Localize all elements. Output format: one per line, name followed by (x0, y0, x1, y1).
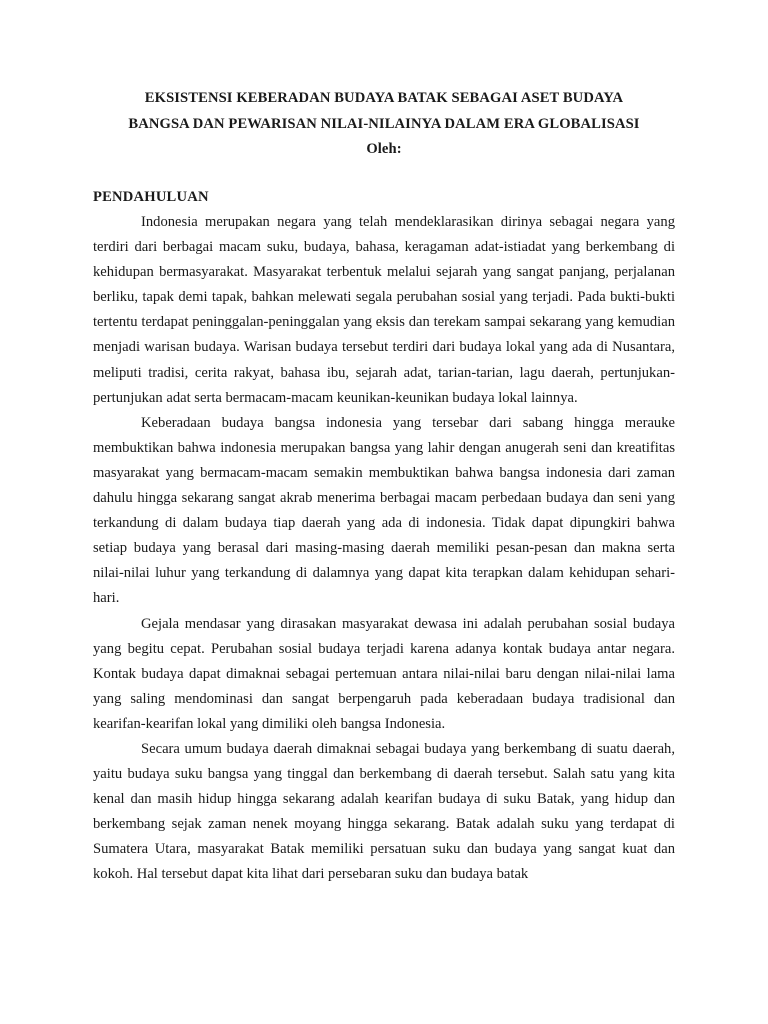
body-text (93, 210, 675, 888)
document-title (93, 86, 675, 163)
title-line-2: BANGSA DAN PEWARISAN NILAI-NILAINYA DALAM ERA GLOBALISASI (128, 115, 640, 132)
paragraph-4: Secara umum budaya daerah dimaknai sebagai budaya yang berkembang di suatu daerah, yaitu budaya suku bangsa yang tinggal dan berkembang di daerah tersebut. Salah satu yang kita kenal dan masih hidup hingga sekarang adalah kearifan budaya di suku Batak, yang hidup dan berkembang sejak zaman nenek moyang hingga sekarang. Batak adalah suku yang terdapat di Sumatera Utara, masyarakat Batak memiliki persatuan suku dan budaya yang sangat kuat dan kokoh. Hal tersebut dapat kita lihat dari persebaran suku dan budaya batak (93, 740, 675, 883)
title-line-1: EKSISTENSI KEBERADAN BUDAYA BATAK SEBAGAI ASET BUDAYA (144, 90, 624, 106)
section-heading: PENDAHULUAN (93, 189, 209, 205)
paragraph-2: Keberadaan budaya bangsa indonesia yang tersebar dari sabang hingga merauke membuktikan bahwa indonesia merupakan bangsa yang lahir dengan anugerah seni dan kreatifitas masyarakat yang bermacam-macam semakin membuktikan bahwa bangsa indonesia dari zaman dahulu hingga sekarang sangat akrab menerima berbagai macam perbedaan budaya dan seni yang terkandung di dalam budaya tiap daerah yang ada di indonesia. Tidak dapat dipungkiri bahwa setiap budaya yang berasal dari masing-masing daerah memiliki pesan-pesan dan makna serta nilai-nilai luhur yang terkandung di dalamnya yang dapat kita terapkan dalam kehidupan sehari-hari. (93, 414, 675, 607)
paragraph-1: Indonesia merupakan negara yang telah mendeklarasikan dirinya sebagai negara yang terdiri dari berbagai macam suku, budaya, bahasa, keragaman adat-istiadat yang berkembang di kehidupan bermasyarakat. Masyarakat terbentuk melalui sejarah yang sangat panjang, perjalanan berliku, tapak demi tapak, bahkan melewati segala perubahan sosial yang terjadi. Pada bukti-bukti tertentu terdapat peninggalan-peninggalan yang eksis dan terekam sampai sekarang yang kemudian menjadi warisan budaya. Warisan budaya tersebut terdiri dari budaya lokal yang ada di Nusantara, meliputi tradisi, cerita rakyat, bahasa ibu, sejarah adat, tarian-tarian, lagu daerah, pertunjukan-pertunjukan adat serta bermacam-macam keunikan-keunikan budaya lokal lainnya. (93, 214, 675, 406)
author-label: Oleh: (366, 141, 402, 157)
paragraph-3: Gejala mendasar yang dirasakan masyarakat dewasa ini adalah perubahan sosial budaya yang begitu cepat. Perubahan sosial budaya terjadi karena adanya kontak budaya antar negara. Kontak budaya dapat dimaknai sebagai pertemuan antara nilai-nilai baru dengan nilai-nilai lama yang saling mendominasi dan sangat berpengaruh pada keberadaan budaya tradisional dan kearifan-kearifan lokal yang dimiliki oleh bangsa Indonesia. (93, 615, 675, 732)
